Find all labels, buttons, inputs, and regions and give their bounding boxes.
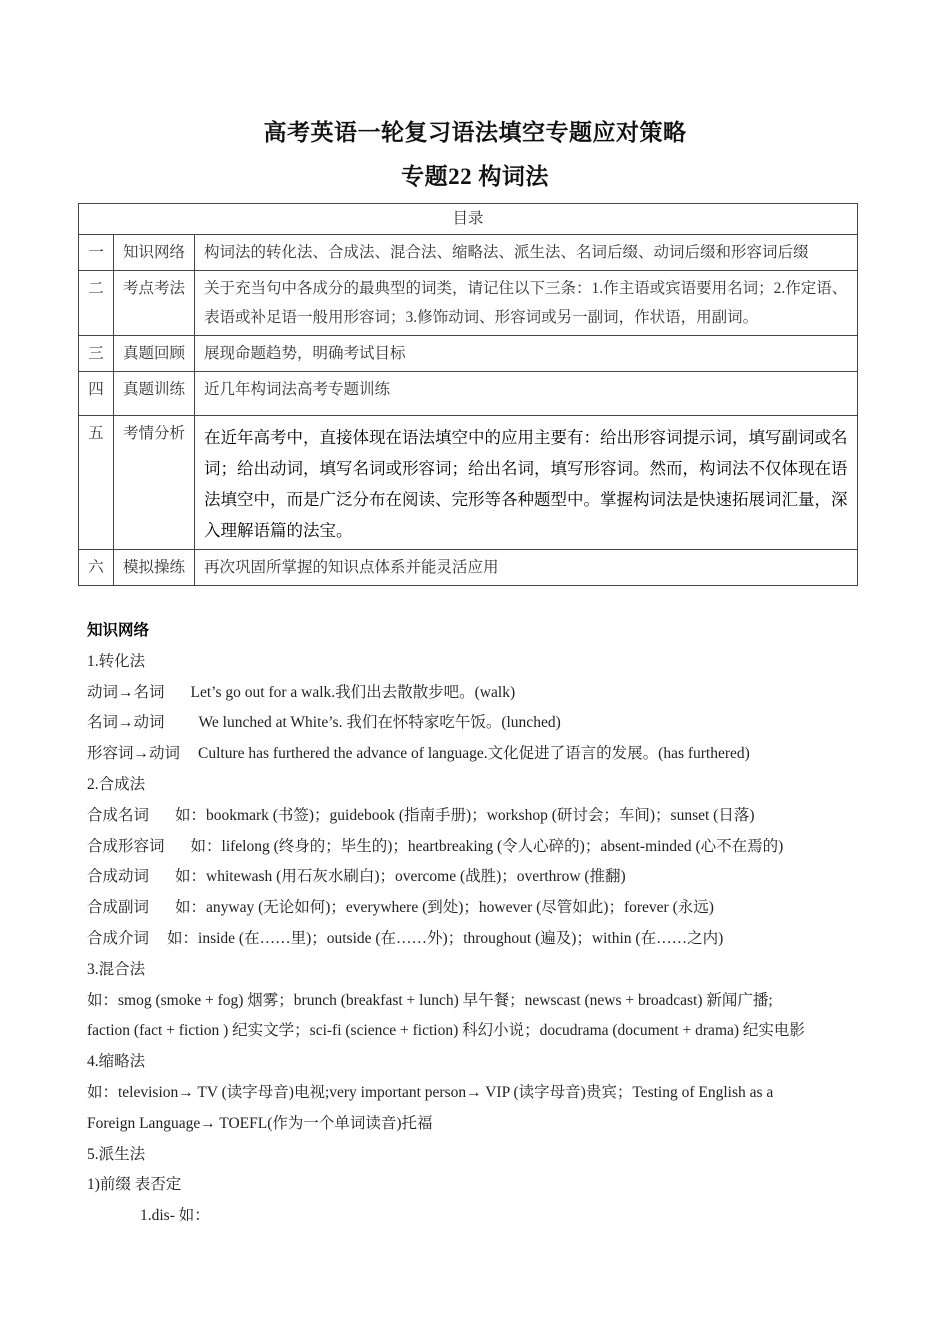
section-heading: 知识网络 [87, 622, 150, 639]
conversion-label: 动词→名词 [87, 683, 165, 701]
abbreviation-line: Foreign Language→ TOEFL(作为一个单词读音)托福 [87, 1114, 433, 1132]
toc-desc: 在近年高考中，直接体现在语法填空中的应用主要有：给出形容词提示词，填写副词或名词；给出动词，填写名词或形容词；给出名词，填写形容词。然而，构词法不仅体现在语法填空中，而是广泛分布在阅读、完形等各种题型中。掌握构词法是快速拓展词汇量，深入理解语篇的法宝。 [195, 416, 858, 550]
toc-header: 目录 [79, 204, 858, 235]
toc-name: 考情分析 [114, 416, 195, 550]
toc-name: 考点考法 [114, 271, 195, 336]
conversion-example: We lunched at White’s. 我们在怀特家吃午饭。(lunched) [198, 714, 561, 732]
section-title-compound: 2.合成法 [87, 775, 146, 793]
compound-line [87, 893, 877, 924]
toc-desc: 关于充当句中各成分的最典型的词类，请记住以下三条：1.作主语或宾语要用名词；2.作定语、表语或补足语一般用形容词；3.修饰动词、形容词或另一副词，作状语，用副词。 [195, 271, 858, 336]
toc-num: 一 [79, 235, 114, 271]
compound-example: 如：whitewash (用石灰水刷白)；overcome (战胜)；overthrow (推翻) [175, 868, 626, 886]
table-row [79, 550, 858, 586]
toc-desc: 再次巩固所掌握的知识点体系并能灵活应用 [195, 550, 858, 586]
document-subtitle: 专题22 构词法 [401, 164, 549, 189]
prefix-item: 1.dis- 如： [140, 1207, 210, 1225]
conversion-label: 名词→动词 [87, 714, 165, 732]
conversion-line [87, 739, 877, 770]
toc-num: 三 [79, 336, 114, 372]
section-title-derivation: 5.派生法 [87, 1145, 146, 1163]
conversion-label: 形容词→动词 [87, 745, 181, 763]
compound-label: 合成动词 [87, 868, 150, 886]
table-row [79, 271, 858, 336]
conversion-line [87, 678, 877, 709]
toc-name: 真题回顾 [114, 336, 195, 372]
table-row [79, 416, 858, 550]
toc-num: 五 [79, 416, 114, 550]
table-row [79, 372, 858, 416]
conversion-line [87, 708, 877, 739]
toc-desc: 近几年构词法高考专题训练 [195, 372, 858, 416]
compound-line [87, 801, 877, 832]
compound-example: 如：lifelong (终身的；毕生的)；heartbreaking (令人心碎的)；absent-minded (心不在焉的) [190, 837, 784, 855]
conversion-example: Culture has furthered the advance of language.文化促进了语言的发展。(has furthered) [198, 745, 750, 763]
toc-num: 二 [79, 271, 114, 336]
toc-desc: 展现命题趋势，明确考试目标 [195, 336, 858, 372]
table-row [79, 336, 858, 372]
compound-line [87, 924, 877, 955]
document-body [87, 616, 877, 1232]
section-title-blending: 3.混合法 [87, 960, 146, 978]
blending-line: 如：smog (smoke + fog) 烟雾；brunch (breakfast + lunch) 早午餐；newscast (news + broadcast) 新闻广播; [87, 991, 773, 1009]
table-of-contents [78, 203, 858, 586]
compound-line [87, 832, 877, 863]
compound-label: 合成副词 [87, 899, 150, 917]
abbreviation-line: 如：television→ TV (读字母音)电视;very important person→ VIP (读字母音)贵宾；Testing of English as a [87, 1083, 774, 1101]
section-title-conversion: 1.转化法 [87, 652, 146, 670]
blending-line: faction (fact + fiction ) 纪实文学；sci-fi (science + fiction) 科幻小说；docudrama (document + drama) 纪实电影 [87, 1022, 805, 1040]
toc-num: 四 [79, 372, 114, 416]
toc-desc: 构词法的转化法、合成法、混合法、缩略法、派生法、名词后缀、动词后缀和形容词后缀 [195, 235, 858, 271]
toc-name: 模拟操练 [114, 550, 195, 586]
toc-name: 知识网络 [114, 235, 195, 271]
prefix-heading: 1)前缀 表否定 [87, 1176, 182, 1194]
compound-line [87, 862, 877, 893]
compound-example: 如：bookmark (书签)；guidebook (指南手册)；workshop (研讨会；车间)；sunset (日落) [175, 806, 755, 824]
compound-example: 如：anyway (无论如何)；everywhere (到处)；however (尽管如此)；forever (永远) [175, 899, 714, 917]
compound-label: 合成名词 [87, 806, 150, 824]
section-title-abbreviation: 4.缩略法 [87, 1053, 146, 1071]
compound-label: 合成形容词 [87, 837, 165, 855]
toc-num: 六 [79, 550, 114, 586]
compound-example: 如：inside (在……里)；outside (在……外)；throughout (遍及)；within (在……之内) [167, 929, 724, 947]
conversion-example: Let’s go out for a walk.我们出去散散步吧。(walk) [190, 683, 516, 701]
document-title: 高考英语一轮复习语法填空专题应对策略 [263, 120, 687, 145]
toc-name: 真题训练 [114, 372, 195, 416]
compound-label: 合成介词 [87, 929, 150, 947]
table-row [79, 235, 858, 271]
